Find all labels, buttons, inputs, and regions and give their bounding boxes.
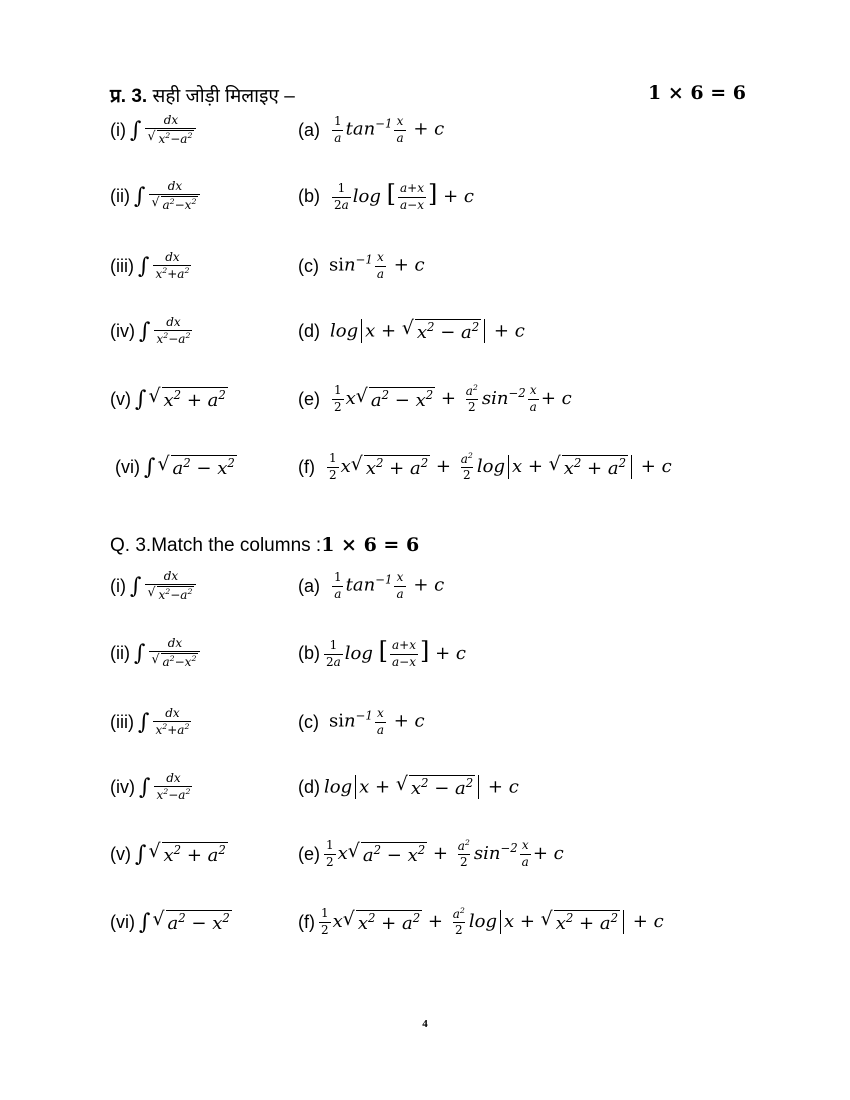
left-label: (v)	[110, 843, 131, 864]
match-row-1	[0, 105, 850, 155]
question-number-english: Q. 3.	[110, 535, 152, 556]
match-row-3	[0, 241, 850, 291]
left-item-2: (ii) ∫ dx √ $a^2-x^2$	[110, 628, 202, 678]
right-item-e: (e) $\frac{1}{2}$ x √ $a^2 - x^2$ + $\frac{a^2}{2}$ $\sin^{-2}$ $\frac{x}{a}$ + c	[298, 837, 564, 869]
right-label: (d)	[298, 320, 320, 341]
left-label: (i)	[110, 575, 126, 596]
left-label: (vi)	[110, 911, 135, 932]
left-item-1: (i) ∫ dx √ $x^2-a^2$	[110, 561, 198, 611]
match-row-9	[0, 697, 850, 747]
right-label: (b)	[298, 642, 320, 663]
right-label: (a)	[298, 119, 320, 140]
right-item-c: (c) $\sin^{-1}$ $\frac{x}{a}$ + c	[298, 250, 425, 281]
match-row-8	[0, 628, 850, 678]
right-item-b: (b) $\frac{1}{2a}$ log [ $\frac{a+x}{a-x}$ ] + c	[298, 180, 475, 212]
left-item-6: (vi) ∫ √ $a^2 - x^2$	[115, 452, 235, 480]
right-item-f: (f) $\frac{1}{2}$ x √ $x^2 + a^2$ + $\frac{a^2}{2}$ log x + √ $x^2 + a^2$ + c	[298, 450, 672, 482]
left-label: (v)	[110, 388, 131, 409]
page-number: 4	[422, 1018, 428, 1030]
match-row-11	[0, 829, 850, 879]
right-label: (c)	[298, 255, 319, 276]
left-item-5: (v) ∫ √ $x^2 + a^2$	[110, 839, 226, 867]
right-item-b: (b) $\frac{1}{2a}$ log [ $\frac{a+x}{a-x}$ ] + c	[298, 637, 467, 669]
left-item-3: (iii) ∫ $\frac{dx}{x^2+a^2}$	[110, 249, 190, 281]
left-item-5: (v) ∫ √ $x^2 + a^2$	[110, 384, 226, 412]
right-item-c: (c) $\sin^{-1}$ $\frac{x}{a}$ + c	[298, 706, 425, 737]
left-label: (iii)	[110, 711, 134, 732]
question-heading-english	[110, 534, 419, 557]
right-label: (b)	[298, 185, 320, 206]
left-label: (iv)	[110, 320, 135, 341]
match-row-10	[0, 762, 850, 812]
match-row-6	[0, 442, 850, 492]
question-number-hindi: प्र. 3.	[110, 86, 148, 107]
match-row-4	[0, 306, 850, 356]
right-item-a: (a) $\frac{1}{a}$ $\tan^{-1}$ $\frac{x}{a}$ + c	[298, 114, 445, 145]
match-row-7	[0, 561, 850, 611]
left-label: (vi)	[115, 456, 140, 477]
right-label: (f)	[298, 456, 315, 477]
left-item-4: (iv) ∫ $\frac{dx}{x^2-a^2}$	[110, 770, 191, 802]
left-item-4: (iv) ∫ $\frac{dx}{x^2-a^2}$	[110, 314, 191, 346]
left-label: (ii)	[110, 642, 130, 663]
left-item-3: (iii) ∫ $\frac{dx}{x^2+a^2}$	[110, 705, 190, 737]
left-item-2: (ii) ∫ dx √ $a^2-x^2$	[110, 171, 202, 221]
question-title-english: Match the columns :	[151, 535, 322, 556]
right-label: (c)	[298, 711, 319, 732]
match-row-12	[0, 897, 850, 947]
match-row-5	[0, 374, 850, 424]
left-label: (ii)	[110, 185, 130, 206]
right-item-d: (d) log x + √ $x^2 - a^2$ + c	[298, 772, 519, 799]
left-item-1: (i) ∫ dx √ $x^2-a^2$	[110, 105, 198, 155]
left-label: (i)	[110, 119, 126, 140]
right-label: (f)	[298, 911, 315, 932]
left-label: (iii)	[110, 255, 134, 276]
right-label: (d)	[298, 776, 320, 797]
left-item-6: (vi) ∫ √ $a^2 - x^2$	[110, 907, 230, 935]
match-row-2	[0, 171, 850, 221]
left-label: (iv)	[110, 776, 135, 797]
right-label: (e)	[298, 388, 320, 409]
right-label: (a)	[298, 575, 320, 596]
right-item-a: (a) $\frac{1}{a}$ $\tan^{-1}$ $\frac{x}{a}$ + c	[298, 570, 445, 601]
right-item-e: (e) $\frac{1}{2}$ x √ $a^2 - x^2$ + $\frac{a^2}{2}$ $\sin^{-2}$ $\frac{x}{a}$ + c	[298, 382, 572, 414]
right-item-f: (f) $\frac{1}{2}$ x √ $x^2 + a^2$ + $\frac{a^2}{2}$ log x + √ $x^2 + a^2$ + c	[298, 905, 664, 937]
marks-english: 1 × 6 = 6	[321, 534, 420, 556]
question-title-hindi: सही जोड़ी मिलाइए –	[152, 86, 295, 107]
marks-hindi: 1 × 6 = 6	[648, 82, 746, 104]
right-label: (e)	[298, 843, 320, 864]
right-item-d: (d) log x + √ $x^2 - a^2$ + c	[298, 316, 525, 343]
